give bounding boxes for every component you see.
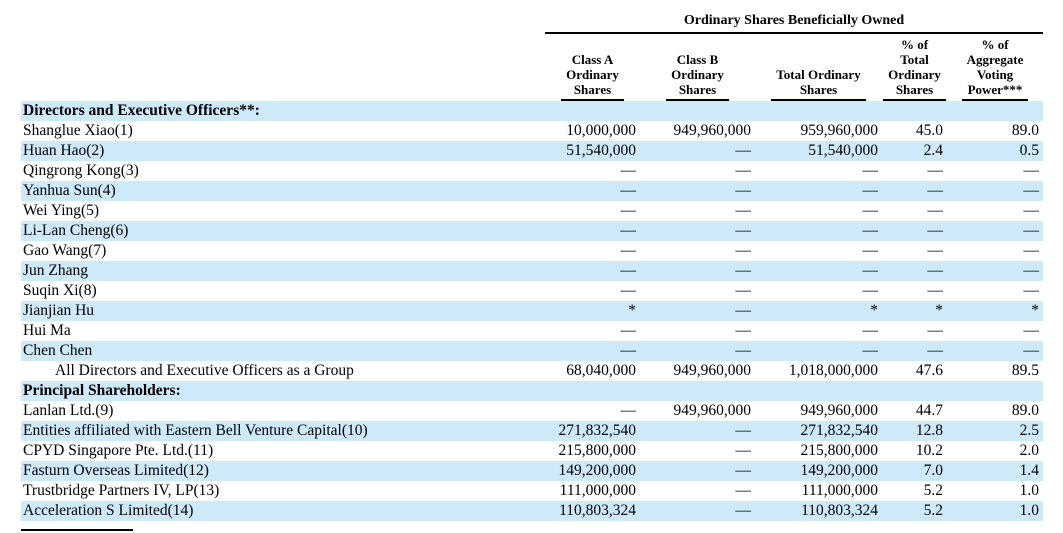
table-row bbox=[21, 121, 1043, 141]
shareholder-name-cell: Wei Ying(5) bbox=[23, 202, 100, 219]
pct-voting-power-cell: — bbox=[1023, 182, 1040, 199]
column-header-line: Ordinary bbox=[671, 67, 724, 82]
total-shares-cell: — bbox=[862, 202, 878, 219]
class-b-shares-cell: — bbox=[735, 342, 751, 359]
footnote-separator-rule bbox=[21, 529, 133, 531]
table-row bbox=[21, 101, 1043, 121]
class-b-shares-cell bbox=[640, 381, 755, 401]
pct-total-shares-cell: 47.6 bbox=[915, 362, 943, 379]
total-shares-cell: 949,960,000 bbox=[800, 402, 878, 419]
column-header-line: % of bbox=[981, 37, 1009, 52]
pct-voting-power-cell: 2.5 bbox=[1019, 422, 1040, 439]
class-a-shares-cell: — bbox=[620, 262, 636, 279]
pct-total-shares-cell: — bbox=[927, 282, 943, 299]
pct-voting-power-cell: 0.5 bbox=[1019, 142, 1040, 159]
class-a-shares-cell: 111,000,000 bbox=[559, 482, 636, 499]
table-row bbox=[21, 201, 1043, 221]
class-a-shares-cell: — bbox=[620, 342, 636, 359]
class-b-shares-cell: 949,960,000 bbox=[673, 402, 751, 419]
total-shares-cell: 215,800,000 bbox=[800, 442, 878, 459]
shareholder-name-cell: Entities affiliated with Eastern Bell Venture Capital(10) bbox=[23, 422, 368, 439]
pct-voting-power-cell: 1.4 bbox=[1019, 462, 1040, 479]
pct-voting-power-cell bbox=[947, 101, 1043, 121]
pct-total-shares-cell: — bbox=[927, 242, 943, 259]
class-a-shares-cell: * bbox=[628, 302, 636, 319]
table-row bbox=[21, 321, 1043, 341]
class-a-shares-cell: — bbox=[620, 402, 636, 419]
beneficial-ownership-table bbox=[21, 12, 1043, 521]
total-shares-cell: * bbox=[870, 302, 878, 319]
pct-voting-power-cell: 89.0 bbox=[1011, 402, 1040, 419]
pct-voting-power-cell: — bbox=[1023, 262, 1040, 279]
shareholder-name-cell: CPYD Singapore Pte. Ltd.(11) bbox=[23, 442, 214, 459]
pct-total-shares-cell: 2.4 bbox=[923, 142, 943, 159]
class-a-shares-cell: — bbox=[620, 222, 636, 239]
shareholder-name-cell: Gao Wang(7) bbox=[23, 242, 107, 259]
class-b-shares-cell: — bbox=[735, 282, 751, 299]
table-row bbox=[21, 181, 1043, 201]
class-a-shares-cell: 51,540,000 bbox=[566, 142, 636, 159]
total-shares-cell: — bbox=[862, 322, 878, 339]
total-shares-cell bbox=[755, 381, 882, 401]
total-shares-cell: — bbox=[862, 342, 878, 359]
column-header-line: Total bbox=[900, 52, 929, 67]
table-row bbox=[21, 381, 1043, 401]
pct-total-shares-cell: * bbox=[935, 302, 943, 319]
shareholder-name-cell: Fasturn Overseas Limited(12) bbox=[23, 462, 209, 479]
class-b-shares-cell: — bbox=[735, 222, 751, 239]
shareholder-name-cell: Trustbridge Partners IV, LP(13) bbox=[23, 482, 220, 499]
table-row bbox=[21, 421, 1043, 441]
column-header-line: Aggregate bbox=[966, 52, 1024, 67]
pct-total-shares-cell: 10.2 bbox=[915, 442, 943, 459]
column-header-line: Ordinary bbox=[888, 67, 941, 82]
class-a-shares-cell: — bbox=[620, 242, 636, 259]
shareholder-name-cell: Li-Lan Cheng(6) bbox=[23, 222, 129, 239]
total-shares-cell: 149,200,000 bbox=[800, 462, 878, 479]
table-row bbox=[21, 161, 1043, 181]
class-a-shares-cell: — bbox=[620, 322, 636, 339]
column-header-class-a-shares bbox=[545, 33, 640, 101]
class-a-shares-cell: — bbox=[620, 162, 636, 179]
class-b-shares-cell: — bbox=[735, 322, 751, 339]
column-header-line: Shares bbox=[895, 82, 934, 97]
pct-total-shares-cell: — bbox=[927, 222, 943, 239]
pct-total-shares-cell: 44.7 bbox=[915, 402, 943, 419]
class-b-shares-cell: — bbox=[735, 202, 751, 219]
column-header-row bbox=[21, 33, 1043, 101]
column-header-line: Shares bbox=[678, 82, 717, 97]
shareholder-name-cell: Lanlan Ltd.(9) bbox=[23, 402, 114, 419]
pct-voting-power-cell: 1.0 bbox=[1019, 482, 1040, 499]
column-header-class-b-shares bbox=[640, 33, 755, 101]
column-header-pct-total-shares bbox=[882, 33, 947, 101]
total-shares-cell: — bbox=[862, 242, 878, 259]
class-b-shares-cell: — bbox=[735, 242, 751, 259]
shareholder-name-cell: Directors and Executive Officers**: bbox=[23, 102, 260, 119]
total-shares-cell: — bbox=[862, 222, 878, 239]
pct-voting-power-cell: — bbox=[1023, 162, 1040, 179]
total-shares-cell: 111,000,000 bbox=[801, 482, 878, 499]
table-row bbox=[21, 261, 1043, 281]
column-header-line: Voting bbox=[976, 67, 1014, 82]
class-a-shares-cell bbox=[545, 381, 640, 401]
table-row bbox=[21, 241, 1043, 261]
class-b-shares-cell: — bbox=[735, 162, 751, 179]
class-a-shares-cell: 215,800,000 bbox=[558, 442, 636, 459]
shareholder-name-cell: Shanglue Xiao(1) bbox=[23, 122, 133, 139]
column-header-line: Shares bbox=[799, 82, 838, 97]
class-b-shares-cell: 949,960,000 bbox=[673, 362, 751, 379]
column-header-pct-voting-power bbox=[947, 33, 1043, 101]
total-shares-cell: 51,540,000 bbox=[808, 142, 878, 159]
class-a-shares-cell: — bbox=[620, 282, 636, 299]
pct-total-shares-cell: — bbox=[927, 342, 943, 359]
pct-voting-power-cell: — bbox=[1023, 202, 1040, 219]
class-b-shares-cell bbox=[640, 101, 755, 121]
shareholder-name-cell: Principal Shareholders: bbox=[23, 382, 181, 399]
total-shares-cell: — bbox=[862, 282, 878, 299]
class-a-shares-cell: 10,000,000 bbox=[566, 122, 636, 139]
total-shares-cell: — bbox=[862, 182, 878, 199]
table-row bbox=[21, 481, 1043, 501]
table-row bbox=[21, 221, 1043, 241]
pct-total-shares-cell: 45.0 bbox=[915, 122, 943, 139]
class-b-shares-cell: — bbox=[735, 142, 751, 159]
class-b-shares-cell: — bbox=[735, 182, 751, 199]
class-b-shares-cell: — bbox=[735, 422, 751, 439]
class-a-shares-cell: 110,803,324 bbox=[559, 502, 636, 519]
group-header-cell bbox=[545, 12, 1043, 33]
pct-voting-power-cell: — bbox=[1023, 342, 1040, 359]
pct-voting-power-cell: * bbox=[1031, 302, 1040, 319]
group-header-row bbox=[21, 12, 1043, 33]
pct-total-shares-cell: — bbox=[927, 322, 943, 339]
class-b-shares-cell: — bbox=[735, 442, 751, 459]
pct-voting-power-cell: 89.0 bbox=[1011, 122, 1040, 139]
table-row bbox=[21, 341, 1043, 361]
table-group-title: Ordinary Shares Beneficially Owned bbox=[683, 13, 905, 28]
table-row bbox=[21, 281, 1043, 301]
shareholder-name-cell: Jianjian Hu bbox=[23, 302, 95, 319]
pct-voting-power-cell: — bbox=[1023, 322, 1040, 339]
class-b-shares-cell: 949,960,000 bbox=[673, 122, 751, 139]
column-header-line: Class A bbox=[571, 52, 614, 67]
class-a-shares-cell: — bbox=[620, 202, 636, 219]
pct-total-shares-cell bbox=[882, 381, 947, 401]
class-b-shares-cell: — bbox=[735, 502, 751, 519]
pct-voting-power-cell: — bbox=[1023, 222, 1040, 239]
pct-voting-power-cell: 1.0 bbox=[1019, 502, 1040, 519]
shareholder-name-cell: Yanhua Sun(4) bbox=[23, 182, 116, 199]
pct-total-shares-cell: 5.2 bbox=[923, 502, 943, 519]
total-shares-cell: — bbox=[862, 262, 878, 279]
shareholder-name-cell: Hui Ma bbox=[23, 322, 71, 339]
shareholder-name-cell: Jun Zhang bbox=[23, 262, 89, 279]
table-row bbox=[21, 441, 1043, 461]
total-shares-cell: 110,803,324 bbox=[801, 502, 878, 519]
total-shares-cell: 1,018,000,000 bbox=[788, 362, 878, 379]
shareholder-name-cell: Acceleration S Limited(14) bbox=[23, 502, 194, 519]
document-page bbox=[0, 12, 1063, 533]
class-a-shares-cell: — bbox=[620, 182, 636, 199]
pct-total-shares-cell: 7.0 bbox=[923, 462, 943, 479]
column-header-line: Total Ordinary bbox=[776, 67, 861, 82]
class-b-shares-cell: — bbox=[735, 302, 751, 319]
pct-voting-power-cell bbox=[947, 381, 1043, 401]
total-shares-cell bbox=[755, 101, 882, 121]
pct-total-shares-cell: — bbox=[927, 262, 943, 279]
class-b-shares-cell: — bbox=[735, 482, 751, 499]
header-spacer bbox=[21, 33, 545, 101]
shareholder-name-cell: Suqin Xi(8) bbox=[23, 282, 97, 299]
column-header-total-shares bbox=[755, 33, 882, 101]
shareholder-name-cell: Qingrong Kong(3) bbox=[23, 162, 139, 179]
pct-voting-power-cell: — bbox=[1023, 242, 1040, 259]
table-row bbox=[21, 401, 1043, 421]
pct-voting-power-cell: — bbox=[1023, 282, 1040, 299]
table-row bbox=[21, 461, 1043, 481]
table-row bbox=[21, 501, 1043, 521]
class-b-shares-cell: — bbox=[735, 262, 751, 279]
column-header-line: Class B bbox=[676, 52, 719, 67]
column-header-line: Power*** bbox=[967, 82, 1023, 97]
class-b-shares-cell: — bbox=[735, 462, 751, 479]
pct-voting-power-cell: 2.0 bbox=[1019, 442, 1040, 459]
pct-total-shares-cell bbox=[882, 101, 947, 121]
column-header-line: % of bbox=[900, 37, 929, 52]
shareholder-name-cell: Chen Chen bbox=[23, 342, 93, 359]
class-a-shares-cell: 271,832,540 bbox=[558, 422, 636, 439]
pct-total-shares-cell: 5.2 bbox=[923, 482, 943, 499]
pct-total-shares-cell: — bbox=[927, 202, 943, 219]
shareholder-name-cell: Huan Hao(2) bbox=[23, 142, 105, 159]
table-row bbox=[21, 141, 1043, 161]
total-shares-cell: — bbox=[862, 162, 878, 179]
pct-total-shares-cell: 12.8 bbox=[915, 422, 943, 439]
class-a-shares-cell: 149,200,000 bbox=[558, 462, 636, 479]
column-header-line: Shares bbox=[573, 82, 612, 97]
pct-total-shares-cell: — bbox=[927, 182, 943, 199]
total-shares-cell: 271,832,540 bbox=[800, 422, 878, 439]
table-row bbox=[21, 361, 1043, 381]
table-row bbox=[21, 301, 1043, 321]
class-a-shares-cell bbox=[545, 101, 640, 121]
shareholder-name-cell: All Directors and Executive Officers as a Group bbox=[55, 362, 354, 379]
pct-voting-power-cell: 89.5 bbox=[1011, 362, 1040, 379]
total-shares-cell: 959,960,000 bbox=[800, 122, 878, 139]
column-header-line: Ordinary bbox=[566, 67, 619, 82]
pct-total-shares-cell: — bbox=[927, 162, 943, 179]
class-a-shares-cell: 68,040,000 bbox=[566, 362, 636, 379]
header-spacer bbox=[21, 12, 545, 33]
